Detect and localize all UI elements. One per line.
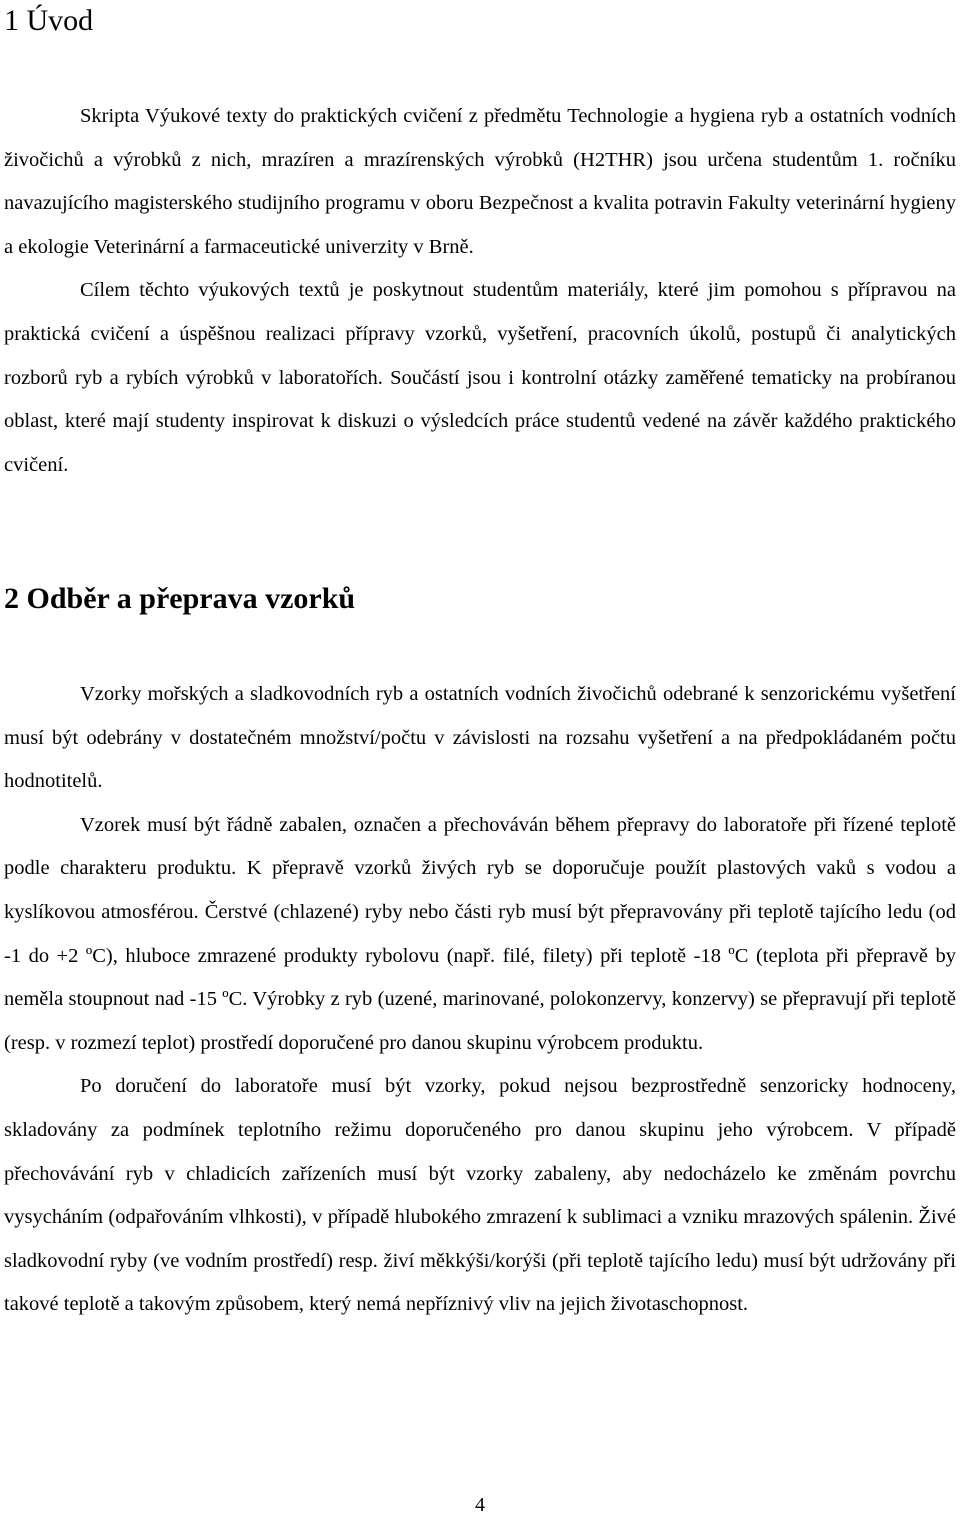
section-body-odber: [4, 673, 956, 1327]
section-body-uvod: [4, 95, 956, 487]
paragraph: Vzorek musí být řádně zabalen, označen a přechováván během přepravy do laboratoře při řízené teplotě podle charakteru produktu. K přepravě vzorků živých ryb se doporučuje použít plastových vaků s vodou a kyslíkovou atmosférou. Čerstvé (chlazené) ryby nebo části ryb musí být přepravovány při teplotě tajícího ledu (od -1 do +2 ºC), hluboce zmrazené produkty rybolovu (např. filé, filety) při teplotě -18 ºC (teplota při přepravě by neměla stoupnout nad -15 ºC. Výrobky z ryb (uzené, marinované, polokonzervy, konzervy) se přepravují při teplotě (resp. v rozmezí teplot) prostředí doporučené pro danou skupinu výrobcem produktu.: [4, 813, 956, 1054]
page-number: 4: [475, 1494, 485, 1516]
paragraph: Skripta Výukové texty do praktických cvičení z předmětu Technologie a hygiena ryb a ostatních vodních živočichů a výrobků z nich, mrazíren a mrazírenských výrobků (H2THR) jsou určena studentům 1. ročníku navazujícího magisterského studijního programu v oboru Bezpečnost a kvalita potravin Fakulty veterinární hygieny a ekologie Veterinární a farmaceutické univerzity v Brně.: [4, 105, 956, 258]
paragraph: Cílem těchto výukových textů je poskytnout studentům materiály, které jim pomohou s přípravou na praktická cvičení a úspěšnou realizaci přípravy vzorků, vyšetření, pracovních úkolů, postupů či analytických rozborů ryb a rybích výrobků v laboratořích. Součástí jsou i kontrolní otázky zaměřené tematicky na probíranou oblast, které mají studenty inspirovat k diskuzi o výsledcích práce studentů vedené na závěr každého praktického cvičení.: [4, 279, 956, 476]
paragraph: Vzorky mořských a sladkovodních ryb a ostatních vodních živočichů odebrané k senzorickému vyšetření musí být odebrány v dostatečném množství/počtu v závislosti na rozsahu vyšetření a na předpokládaném počtu hodnotitelů.: [4, 683, 956, 793]
section-heading-odber: 2 Odběr a přeprava vzorků: [4, 582, 356, 615]
paragraph: Po doručení do laboratoře musí být vzorky, pokud nejsou bezprostředně senzoricky hodnoceny, skladovány za podmínek teplotního režimu doporučeného pro danou skupinu jeho výrobcem. V případě přechovávání ryb v chladicích zařízeních musí být vzorky zabaleny, aby nedocházelo ke změnám povrchu vysycháním (odpařováním vlhkosti), v případě hlubokého zmrazení k sublimaci a vzniku mrazových spálenin. Živé sladkovodní ryby (ve vodním prostředí) resp. živí měkkýši/korýši (při teplotě tajícího ledu) musí být udržovány při takové teplotě a takovým způsobem, který nemá nepříznivý vliv na jejich životaschopnost.: [4, 1075, 956, 1316]
section-heading-uvod: 1 Úvod: [4, 4, 94, 37]
